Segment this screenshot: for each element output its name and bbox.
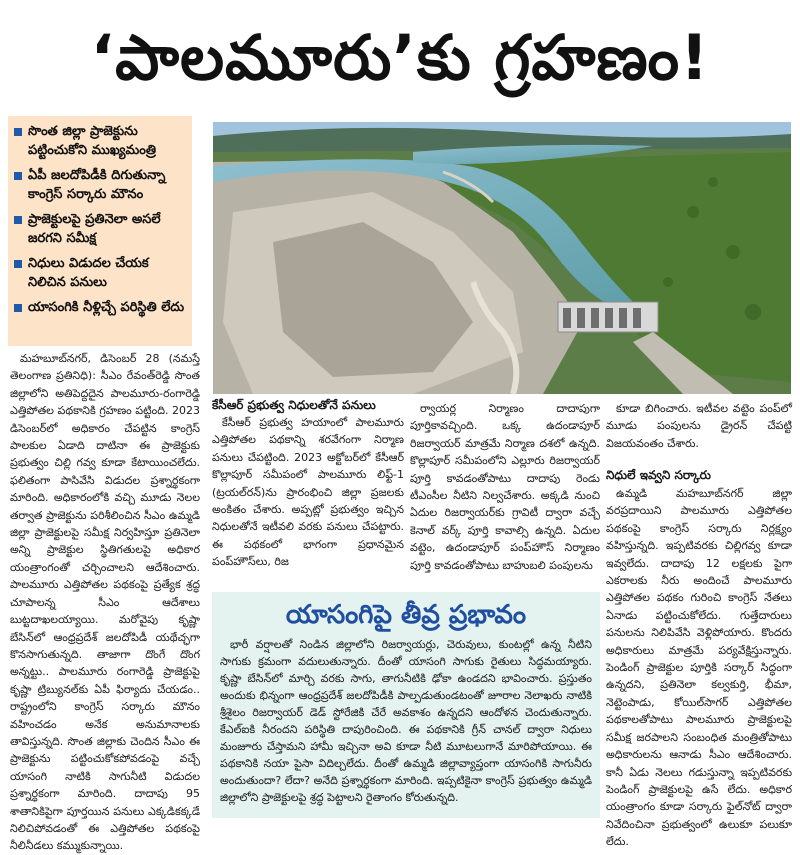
highlight-item [12,298,188,317]
article-column-2 [212,414,404,590]
article-paragraph: ర్వాయర్ల నిర్మాణం దాదాపుగా పూర్తికావచ్చింది. ఒక్క ఉదండాపూర్ రిజర్వాయర్ మాత్రమే నిర్మాణ దశలో ఉన్నది. కొల్లాపూర్ సమీపంలోని ఎల్లూరు రిజర్వాయర్ పూర్తి కావడంతోపాటు దాదాపు రెండు టీఎంసీల నీటిని నిల్వచేశారు. అక్కడి నుంచి ఏదుల రిజర్వాయర్‌కు గ్రావిటీ ద్వారా వచ్చే కెనాల్ వర్క్ పూర్తి కావాల్సి ఉన్నది. ఏదుల వట్టెం, ఉదండాపూర్ పంప్‌హౌస్ నిర్మాణం పూర్తి కావడంతోపాటు బాహుబలి పంపులను [410,402,600,572]
highlight-item [12,122,188,160]
square-bullet-icon [14,260,22,268]
article-paragraph: మహబూబ్‌నగర్, డిసెంబర్ 28 (నమస్తే తెలంగాణ ప్రతినిధి): సీఎం రేవంత్‌రెడ్డి సొంత జిల్లాలోని అతిపెద్దదైన పాలమూరు-రంగారెడ్డి ఎత్తిపోతల పథకానికి గ్రహణం పట్టింది. 2023 డిసెంబర్‌లో అధికారం చేపట్టిన కాంగ్రెస్ పాలకుల ఏడాది దాటినా ఈ ప్రాజెక్టుకు ప్రభుత్వం చిల్లి గవ్వ కూడా కేటాయించలేదు. ఫలితంగా పాసివేసి విడుదల ప్రశ్నార్థకంగా మారింది. అధికారంలోకి వచ్చి మూడు నెలల తర్వాత ప్రాజెక్టును పరిశీలించిన సీఎం ఉమ్మడి జిల్లా ప్రాజెక్టులపై సమీక్ష నిర్వహిస్తూ ప్రతినెలా అన్ని ప్రాజెక్టుల స్థితిగతులపై అధికార యంత్రాంగంతో చర్చించాలని ఆదేశించారు. పాలమూరు ఎత్తిపోతల పథకంపై ప్రత్యేక శ్రద్ధ చూపాలన్న సీఎం ఆదేశాలు బుట్టదాఖలయ్యాయి. మరోవైపు కృష్ణా బేసిన్‌లో ఆంధ్రప్రదేశ్ జలదోపిడీ యథేచ్ఛగా కొనసాగుతున్నది. తాజాగా దొంగే దొంగ అన్నట్టు.. పాలమూరు రంగారెడ్డి ప్రాజెక్టుపై కృష్ణా ట్రిబ్యునల్‌కు ఏపీ ఫిర్యాదు చేయడం.. రాష్ట్రంలోని కాంగ్రెస్ సర్కారు మౌనం వహించడం అనేక అనుమానాలకు తావిస్తున్నది. సొంత జిల్లాకు చెందిన సీఎం ఈ ప్రాజెక్టును పట్టించుకోకపోవడంపై వచ్చే యాసంగి నాటికి సాగునీటి విడుదల ప్రశ్నార్థకంగా మారింది. దాదాపు 95 శాతానికిపైగా పూర్తయిన పనులు ఎక్కడికక్కడే నిలిచిపోవడంతో ఈ ఎత్తిపోతల పథకంపై నీలినీడలు కమ్ముకున్నాయి. [10,352,200,853]
square-bullet-icon [14,128,22,136]
inset-title: యాసంగిపై తీవ్ర ప్రభావం [285,600,527,630]
article-column-5 [606,485,792,849]
photo-caption: కేసీఆర్ ప్రభుత్వ నిధులతోనే పనులు [212,398,376,412]
square-bullet-icon [14,172,22,180]
article-column-4 [606,400,792,470]
headline: ‘పాలమూరు’కు గ్రహణం! [90,21,710,94]
article-column-1 [10,350,200,853]
article-paragraph: కేసీఆర్ ప్రభుత్వ హయాంలో పాలమూరు ఎత్తిపోతల పథకాన్ని శరవేగంగా నిర్మాణ పనులు చేపట్టింది. 2023 అక్టోబర్‌లో కేసీఆర్ కొల్లాపూర్ సమీపంలో పాలమూరు లిఫ్ట్-1 (ట్రయల్‌రన్)ను ప్రారంభించి జిల్లా ప్రజలకు అంకితం చేశారు. అప్పట్లో ప్రభుత్వం ఇచ్చిన నిధులతోనే ఇటీవలి వరకు పనులు చేపట్టారు. ఈ పథకంలో భాగంగా ప్రధానమైన పంప్‌హౌస్‌లు, రిజ [212,416,404,569]
reservoir-aerial-photo [213,122,791,394]
square-bullet-icon [14,304,22,312]
square-bullet-icon [14,216,22,224]
highlight-item [12,210,188,248]
inset-body [220,636,592,814]
inset-box [212,592,600,818]
highlight-item [12,254,188,292]
highlight-text: నిధులు విడుదల చేయక నిలిచిన పనులు [28,256,149,290]
subheading: నిధులే ఇవ్వని సర్కారు [606,468,711,482]
highlight-text: సొంత జిల్లా ప్రాజెక్టును పట్టించుకోని ముఖ్యమంత్రి [28,124,156,158]
highlights-box [8,116,192,346]
highlight-text: ప్రాజెక్టులపై ప్రతినెలా అసలే జరగని సమీక్ష [28,212,161,246]
article-paragraph: ఉమ్మడి మహబూబ్‌నగర్ జిల్లా వరప్రదాయిని పాలమూరు ఎత్తిపోతల పథకంపై కాంగ్రెస్ సర్కారు నిర్లక్ష్యం వహిస్తున్నది. ఇప్పటివరకు చిల్లిగవ్వ కూడా ఇవ్వలేదు. దాదాపు 12 లక్షలకు పైగా ఎకరాలకు నీరు అందించే పాలమూరు ఎత్తిపోతల పథకం గురించి కాంగ్రెస్ నేతలు ఏనాడు పట్టించుకోలేదు. గుత్తేదారులు పనులను నిలిపివేసి వెళ్లిపోయారు. కొందరు అధికారులు మాత్రమే పర్యవేక్షిస్తున్నారు. పెండింగ్ ప్రాజెక్టుల పూర్తికి సర్కార్ సిద్ధంగా ఉన్నదని, ప్రతినెలా కల్వకుర్తి, భీమా, నెట్టెంపాడు, కోయిల్‌సాగర్ ఎత్తిపోతల పథకాలతోపాటు పాలమూరు ప్రాజెక్టులపై సమీక్ష జరపాలని సంబంధిత మంత్రితోపాటు అధికారులను ఆనాడు సీఎం ఆదేశించారు. కానీ ఏడు నెలలు గడుస్తున్నా ఇప్పటివరకు పెండింగ్ ప్రాజెక్టులపై ఉసే లేదు. అధికార యంత్రాంగం కూడా సర్కారు ఫైల్‌నోట్ ద్వారా నివేదించినా ప్రభుత్వంలో ఉలుకూ పలుకూ లేదు. [606,487,792,849]
inset-paragraph: భారీ వర్షాలతో నిండిన జిల్లాలోని రిజర్వాయర్లు, చెరువులు, కుంటల్లో ఉన్న నీటిని సాగుకు క్రమంగా వదులుతున్నారు. దీంతో యాసంగి సాగుకు రైతులు సిద్ధమయ్యారు. కృష్ణా బేసిన్‌లో మార్చి వరకు సాగు, తాగునీటికి ఢోకా ఉండదని భావించారు. ప్రస్తుతం అందుకు భిన్నంగా ఆంధ్రప్రదేశ్ జలదోపిడీకి పాల్పడుతుండటంతో జూరాల నెలాఖరు నాటికి శ్రీశైలం రిజర్వాయర్ డెడ్ స్టోరేజికి చేరే అవకాశం ఉన్నదని ఆందోళన చెందుతున్నారు. కేఎల్‌ఐకి నీరందని పరిస్థితి దాపురించింది. ఈ పథకానికి గ్రీన్ చానల్ ద్వారా నిధులు మంజూరు చేస్తామని హామీ ఇచ్చినా అవి కూడా నీటి మూటలుగానే మారిపోయాయి. ఈ పథకానికి నయా పైసా విదిల్చలేదు. దీంతో ఉమ్మడి జిల్లావ్యాప్తంగా యాసంగికి సాగునీరు అందుతుందా? లేదా? అనేది ప్రశ్నార్థకంగా మారింది. ఇప్పటికైనా కాంగ్రెస్ ప్రభుత్వం ఉమ్మడి జిల్లాలోని ప్రాజెక్టులపై శ్రద్ధ పెట్టాలని రైతాంగం కోరుతున్నది. [220,638,592,804]
reservoir-illustration [213,122,791,394]
highlight-text: ఏపీ జలదోపిడీకి దిగుతున్నా కాంగ్రెస్ సర్కారు మౌనం [28,168,166,202]
highlight-text: యాసంగికి నీళ్లిచ్చే పరిస్థితి లేదు [28,300,185,315]
article-column-3 [410,400,600,590]
article-paragraph: కూడా బిగించారు. ఇటీవల వట్టెం పంప్‌లో మూడు పంపులను డ్రైరన్ చేపట్టి విజయవంతం చేశారు. [606,402,792,450]
highlight-item [12,166,188,204]
